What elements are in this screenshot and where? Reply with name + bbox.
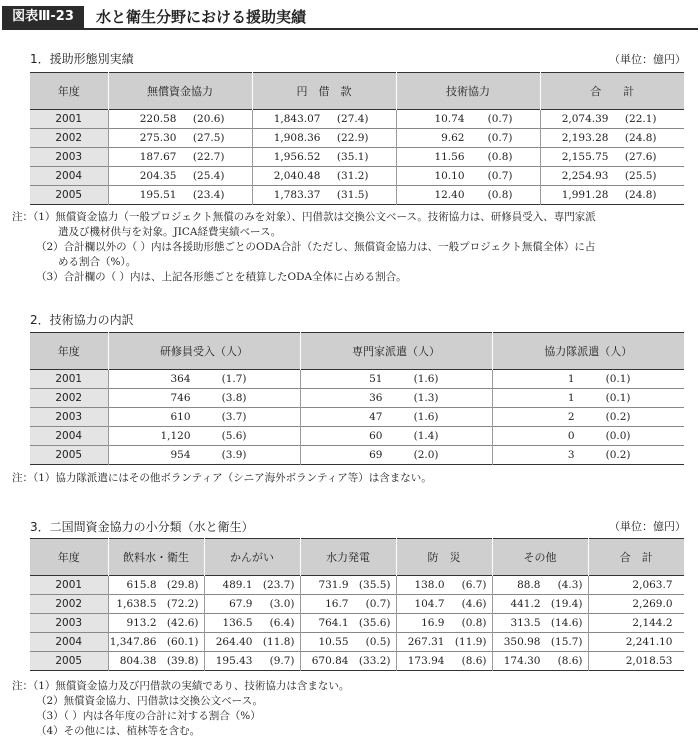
cell-percentage: (23.7) [262,579,295,591]
value-cell [300,389,492,408]
cell-value: 1,908.36 [273,132,321,144]
value-cell [396,633,492,652]
cell-value: 1,347.86 [109,636,157,648]
value-cell [108,186,252,205]
cell-value: 51 [369,373,383,385]
cell-percentage: (4.3) [557,579,583,591]
cell-value: 1,956.52 [273,151,321,163]
year-cell: 2005 [30,652,108,671]
cell-value: 731.9 [318,579,349,591]
cell-value: 1,120 [160,430,191,442]
cell-value: 12.40 [434,189,465,201]
cell-percentage: (0.8) [487,151,513,163]
cell-percentage: (42.6) [166,617,199,629]
value-cell [204,614,300,633]
cell-value: 10.55 [318,636,349,648]
value-cell [540,148,684,167]
value-cell [108,148,252,167]
table-row [30,633,684,652]
cell-percentage: (0.5) [365,636,391,648]
cell-percentage: (0.2) [605,449,631,461]
cell-percentage: (11.8) [262,636,295,648]
column-header: 円 借 款 [252,73,396,110]
aid-form-table [30,72,684,205]
cell-percentage: (0.7) [487,113,513,125]
table-row [30,186,684,205]
value-cell [492,370,684,389]
value-cell [204,576,300,595]
cell-percentage: (5.6) [221,430,247,442]
cell-value: 88.8 [517,579,541,591]
technical-cooperation-table [30,332,684,465]
cell-percentage: (1.7) [221,373,247,385]
cell-value: 173.94 [407,655,445,667]
section1-notes [12,210,596,285]
cell-value: 1,991.28 [561,189,609,201]
value-cell [492,408,684,427]
cell-percentage: (0.7) [487,170,513,182]
value-cell [492,427,684,446]
column-header: 年度 [30,333,108,370]
cell-percentage: (25.4) [192,170,225,182]
section2-title: 2．技術協力の内訳 [30,313,134,327]
value-cell [300,614,396,633]
cell-value: 313.5 [510,617,541,629]
cell-value: 350.98 [503,636,541,648]
cell-percentage: (1.6) [413,373,439,385]
value-cell [252,129,396,148]
cell-value: 275.30 [139,132,177,144]
column-header: 合 計 [540,73,684,110]
cell-percentage: (33.2) [358,655,391,667]
cell-percentage: (25.5) [624,170,657,182]
year-cell: 2004 [30,633,108,652]
cell-value: 1,783.37 [273,189,321,201]
value-cell [252,148,396,167]
cell-percentage: (0.2) [605,411,631,423]
year-cell: 2005 [30,446,108,465]
cell-percentage: (14.6) [550,617,583,629]
value-cell [252,186,396,205]
cell-value: 267.31 [407,636,445,648]
value-cell [108,595,204,614]
value-cell [108,408,300,427]
value-cell [492,595,588,614]
total-cell [588,595,684,614]
cell-value: 104.7 [414,598,445,610]
column-header: かんがい [204,539,300,576]
year-cell: 2002 [30,595,108,614]
value-cell [108,652,204,671]
table-row [30,408,684,427]
table-row [30,148,684,167]
cell-value: 804.38 [119,655,157,667]
value-cell [108,427,300,446]
column-header: 協力隊派遣（人） [492,333,684,370]
cell-percentage: (3.8) [221,392,247,404]
value-cell [540,186,684,205]
cell-value: 670.84 [311,655,349,667]
water-sanitation-breakdown-table [30,538,684,671]
cell-value: 204.35 [139,170,177,182]
cell-percentage: (23.4) [192,189,225,201]
column-header: 専門家派遣（人） [300,333,492,370]
cell-value: 610 [170,411,191,423]
cell-value: 136.5 [222,617,253,629]
value-cell [396,614,492,633]
cell-percentage: (24.8) [624,189,657,201]
note-line: （3）合計欄の（ ）内は、上記各形態ごとを積算したODA全体に占める割合。 [36,271,407,283]
cell-value: 16.9 [421,617,445,629]
column-header: 飲料水・衛生 [108,539,204,576]
header-rule [2,28,698,30]
cell-percentage: (22.7) [192,151,225,163]
cell-value: 2,144.2 [632,617,673,629]
table-row [30,389,684,408]
note-line: （2）無償資金協力、円借款は交換公文ベース。 [36,695,263,707]
cell-value: 1,638.5 [116,598,157,610]
value-cell [396,167,540,186]
cell-value: 954 [170,449,191,461]
cell-percentage: (35.1) [336,151,369,163]
figure-title: 水と衛生分野における援助実績 [96,8,307,26]
cell-value: 47 [369,411,383,423]
cell-percentage: (6.7) [461,579,487,591]
year-cell: 2002 [30,389,108,408]
figure-label: 図表Ⅲ-23 [2,6,84,28]
value-cell [300,652,396,671]
cell-percentage: (15.7) [550,636,583,648]
cell-percentage: (4.6) [461,598,487,610]
cell-percentage: (27.6) [624,151,657,163]
value-cell [252,110,396,129]
note-line: （4）その他には、植林等を含む。 [36,725,201,737]
cell-value: 195.43 [215,655,253,667]
column-header: 技術協力 [396,73,540,110]
value-cell [396,652,492,671]
table-row [30,129,684,148]
cell-value: 9.62 [441,132,465,144]
cell-value: 67.9 [229,598,253,610]
value-cell [108,633,204,652]
cell-value: 195.51 [139,189,177,201]
note-line: める割合（%）。 [58,256,137,268]
cell-value: 1 [567,392,575,404]
value-cell [252,167,396,186]
value-cell [492,576,588,595]
cell-value: 3 [567,449,575,461]
cell-percentage: (60.1) [166,636,199,648]
year-cell: 2003 [30,408,108,427]
total-cell [588,576,684,595]
cell-value: 60 [369,430,383,442]
table-row [30,614,684,633]
value-cell [108,129,252,148]
section3-title: 3．二国間資金協力の小分類（水と衛生） [30,520,254,534]
value-cell [204,652,300,671]
cell-percentage: (0.8) [461,617,487,629]
cell-percentage: (22.9) [336,132,369,144]
cell-value: 264.40 [215,636,253,648]
column-header: 無償資金協力 [108,73,252,110]
column-header: 年度 [30,539,108,576]
cell-value: 441.2 [510,598,541,610]
cell-value: 615.8 [126,579,157,591]
value-cell [396,595,492,614]
cell-percentage: (0.1) [605,373,631,385]
cell-percentage: (0.7) [487,132,513,144]
value-cell [108,446,300,465]
note-line: 注：（1）協力隊派遣にはその他ボランティア（シニア海外ボランティア等）は含まない。 [12,472,432,484]
value-cell [204,633,300,652]
cell-value: 138.0 [414,579,445,591]
column-header: 合 計 [588,539,684,576]
column-header: その他 [492,539,588,576]
cell-value: 2,040.48 [273,170,321,182]
cell-value: 187.67 [139,151,177,163]
cell-value: 1,843.07 [273,113,321,125]
cell-value: 220.58 [139,113,177,125]
table-row [30,110,684,129]
year-cell: 2001 [30,370,108,389]
cell-percentage: (0.1) [605,392,631,404]
total-cell [588,652,684,671]
cell-value: 16.7 [325,598,349,610]
cell-percentage: (35.6) [358,617,391,629]
table-row [30,370,684,389]
value-cell [108,389,300,408]
cell-percentage: (31.2) [336,170,369,182]
total-cell [588,614,684,633]
cell-value: 2,063.7 [632,579,673,591]
value-cell [300,408,492,427]
cell-value: 2,269.0 [632,598,673,610]
cell-value: 2,018.53 [625,655,673,667]
value-cell [396,148,540,167]
column-header: 防 災 [396,539,492,576]
note-line: 注：（1）無償資金協力（一般プロジェクト無償のみを対象）、円借款は交換公文ベース。技術協力は、研修員受入、専門家派 [12,211,596,223]
value-cell [300,446,492,465]
year-cell: 2001 [30,110,108,129]
cell-percentage: (3.9) [221,449,247,461]
table-row [30,595,684,614]
value-cell [492,633,588,652]
cell-percentage: (1.6) [413,411,439,423]
year-cell: 2005 [30,186,108,205]
year-cell: 2004 [30,167,108,186]
cell-percentage: (31.5) [336,189,369,201]
cell-percentage: (72.2) [166,598,199,610]
year-cell: 2001 [30,576,108,595]
section1-title: 1．援助形態別実績 [30,52,134,66]
cell-value: 2,074.39 [561,113,609,125]
value-cell [540,167,684,186]
value-cell [540,129,684,148]
value-cell [396,576,492,595]
value-cell [396,129,540,148]
section3-notes [12,679,349,739]
cell-value: 746 [170,392,191,404]
value-cell [108,110,252,129]
table-row [30,427,684,446]
cell-percentage: (3.0) [269,598,295,610]
year-cell: 2003 [30,614,108,633]
value-cell [204,595,300,614]
column-header: 研修員受入（人） [108,333,300,370]
cell-percentage: (27.4) [336,113,369,125]
value-cell [300,427,492,446]
cell-value: 69 [369,449,383,461]
value-cell [108,370,300,389]
cell-value: 11.56 [434,151,465,163]
cell-value: 1 [567,373,575,385]
cell-percentage: (20.6) [192,113,225,125]
year-cell: 2003 [30,148,108,167]
cell-percentage: (0.8) [487,189,513,201]
value-cell [492,389,684,408]
cell-percentage: (1.3) [413,392,439,404]
cell-percentage: (3.7) [221,411,247,423]
value-cell [396,110,540,129]
cell-percentage: (0.7) [365,598,391,610]
cell-percentage: (9.7) [269,655,295,667]
cell-value: 36 [369,392,383,404]
cell-percentage: (1.4) [413,430,439,442]
section2-notes [12,471,432,486]
cell-percentage: (8.6) [557,655,583,667]
section1-unit: （単位：億円） [609,53,686,66]
section3-unit: （単位：億円） [609,520,686,533]
cell-percentage: (22.1) [624,113,657,125]
cell-value: 10.10 [434,170,465,182]
table-row [30,576,684,595]
cell-percentage: (19.4) [550,598,583,610]
note-line: （2）合計欄以外の（ ）内は各援助形態ごとのODA合計（ただし、無償資金協力は、一般プロジェクト無償全体）に占 [36,241,596,253]
cell-value: 2,254.93 [561,170,609,182]
note-line: 注：（1）無償資金協力及び円借款の実績であり、技術協力は含まない。 [12,680,350,692]
cell-value: 10.74 [434,113,465,125]
cell-percentage: (27.5) [192,132,225,144]
cell-percentage: (39.8) [166,655,199,667]
cell-value: 2,193.28 [561,132,609,144]
table-row [30,652,684,671]
cell-percentage: (8.6) [461,655,487,667]
cell-value: 0 [567,430,575,442]
cell-value: 489.1 [222,579,253,591]
cell-value: 364 [170,373,191,385]
cell-value: 2 [567,411,575,423]
value-cell [108,614,204,633]
cell-value: 174.30 [503,655,541,667]
value-cell [300,595,396,614]
cell-value: 2,241.10 [625,636,673,648]
cell-value: 2,155.75 [561,151,609,163]
value-cell [108,167,252,186]
year-cell: 2002 [30,129,108,148]
value-cell [300,576,396,595]
value-cell [300,633,396,652]
column-header: 水力発電 [300,539,396,576]
cell-percentage: (0.0) [605,430,631,442]
note-line: 遣及び機材供与を対象。JICA経費実績ベース。 [58,226,282,238]
cell-value: 913.2 [126,617,157,629]
value-cell [492,446,684,465]
table-row [30,446,684,465]
cell-percentage: (35.5) [358,579,391,591]
value-cell [108,576,204,595]
table-row [30,167,684,186]
cell-value: 764.1 [318,617,349,629]
year-cell: 2004 [30,427,108,446]
value-cell [540,110,684,129]
value-cell [492,652,588,671]
value-cell [396,186,540,205]
cell-percentage: (11.9) [454,636,487,648]
cell-percentage: (2.0) [413,449,439,461]
value-cell [492,614,588,633]
figure-header [0,6,700,28]
cell-percentage: (24.8) [624,132,657,144]
cell-percentage: (6.4) [269,617,295,629]
value-cell [300,370,492,389]
cell-percentage: (29.8) [166,579,199,591]
total-cell [588,633,684,652]
note-line: （3）（ ）内は各年度の合計に対する割合（%） [36,710,261,722]
column-header: 年度 [30,73,108,110]
